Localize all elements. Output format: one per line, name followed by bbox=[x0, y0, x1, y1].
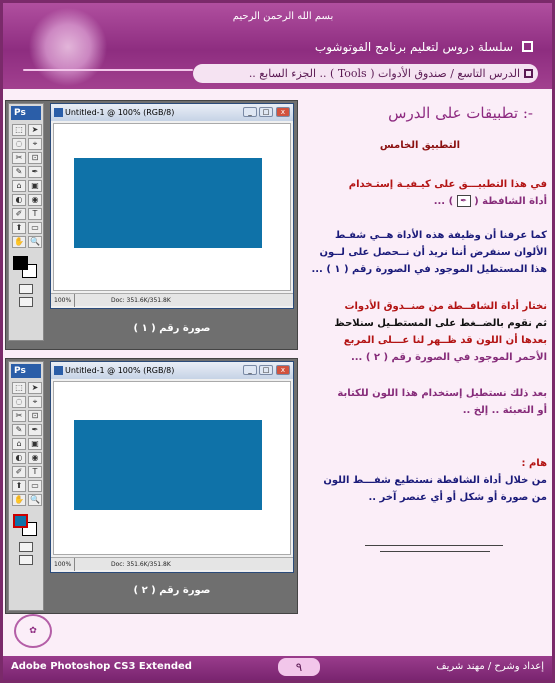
move-tool-icon[interactable]: ➤ bbox=[28, 382, 42, 394]
paragraph-steps bbox=[307, 298, 547, 366]
color-swatches[interactable] bbox=[13, 514, 39, 536]
footer-bar bbox=[3, 656, 552, 680]
type-tool-icon[interactable]: T bbox=[28, 208, 42, 220]
marquee-tool-icon[interactable]: ⬚ bbox=[12, 382, 26, 394]
caption-2: صورة رقم ( ٢ ) bbox=[133, 585, 211, 596]
hand-tool-icon[interactable]: ✋ bbox=[12, 494, 26, 506]
square-bullet-icon bbox=[524, 69, 533, 78]
brush-tool-icon[interactable]: ✎ bbox=[12, 424, 26, 436]
screen-mode-icon[interactable] bbox=[19, 297, 33, 307]
path-select-tool-icon[interactable]: ⬆ bbox=[12, 222, 26, 234]
swirl-decoration bbox=[23, 69, 193, 71]
hand-tool-icon[interactable]: ✋ bbox=[12, 236, 26, 248]
paragraph-line: الألوان سنفرض أننا نريد أن نــحصل على لــون bbox=[319, 247, 547, 258]
author-credit: إعداد وشرح / مهند شريف bbox=[436, 661, 544, 672]
paragraph-explain bbox=[307, 227, 547, 278]
zoom-level[interactable]: 100% bbox=[53, 294, 75, 307]
minimize-icon[interactable]: _ bbox=[243, 365, 257, 375]
tool-grid bbox=[9, 122, 43, 250]
photoshop-toolbox bbox=[8, 361, 44, 611]
brush-tool-icon[interactable]: ✎ bbox=[12, 166, 26, 178]
shape-tool-icon[interactable]: ▭ bbox=[28, 222, 42, 234]
ps-document-icon bbox=[54, 366, 63, 375]
quick-mask-icon[interactable] bbox=[19, 284, 33, 294]
paragraph-line: بعد ذلك نستطيل إستخدام هذا اللون للكتابة bbox=[337, 388, 547, 399]
paragraph-segment: ) ... bbox=[433, 196, 454, 207]
dodge-tool-icon[interactable]: ✐ bbox=[12, 466, 26, 478]
blur-tool-icon[interactable]: ◉ bbox=[28, 452, 42, 464]
series-title bbox=[153, 36, 533, 58]
document-title: Untitled-1 @ 100% (RGB/8) bbox=[65, 366, 175, 375]
paragraph-line: كما عرفنا أن وظيفة هذه الأداة هــي شفـط bbox=[334, 230, 547, 241]
screen-mode-icon[interactable] bbox=[19, 555, 33, 565]
close-icon[interactable]: x bbox=[276, 365, 290, 375]
paragraph-intro bbox=[307, 176, 547, 210]
gradient-tool-icon[interactable]: ◐ bbox=[12, 194, 26, 206]
maximize-icon[interactable]: □ bbox=[259, 107, 273, 117]
doc-size: Doc: 351.6K/351.8K bbox=[111, 561, 171, 568]
magic-wand-tool-icon[interactable]: ⌖ bbox=[28, 396, 42, 408]
header-banner bbox=[3, 3, 552, 89]
minimize-icon[interactable]: _ bbox=[243, 107, 257, 117]
path-select-tool-icon[interactable]: ⬆ bbox=[12, 480, 26, 492]
paragraph-line: من صورة أو شكل أو أي عنصر آخر .. bbox=[368, 492, 547, 503]
flower-decoration-icon bbox=[28, 8, 108, 86]
quick-mask-icon[interactable] bbox=[19, 542, 33, 552]
foreground-color-swatch[interactable] bbox=[13, 256, 28, 270]
slice-tool-icon[interactable]: ⊡ bbox=[28, 152, 42, 164]
color-swatches[interactable] bbox=[13, 256, 39, 278]
square-bullet-icon bbox=[522, 41, 533, 52]
paragraph-line: الأحمر الموجود في الصورة رقم ( ٢ ) ... bbox=[350, 352, 547, 363]
slice-tool-icon[interactable]: ⊡ bbox=[28, 410, 42, 422]
author-logo-icon: ✿ bbox=[14, 614, 52, 648]
separator-line bbox=[380, 551, 490, 552]
paragraph-line: أو التعبئة .. إلخ .. bbox=[462, 405, 547, 416]
stamp-tool-icon[interactable]: ⌂ bbox=[12, 438, 26, 450]
lasso-tool-icon[interactable]: ◌ bbox=[12, 396, 26, 408]
blur-tool-icon[interactable]: ◉ bbox=[28, 194, 42, 206]
paragraph-line: بعدها أن اللون قد ظــهر لنا عـــلى المربع bbox=[343, 335, 547, 346]
blue-rectangle[interactable] bbox=[74, 158, 262, 248]
paragraph-line: في هذا التطبيـــق على كيـفيـة إستـخدام bbox=[348, 179, 547, 190]
eraser-tool-icon[interactable]: ▣ bbox=[28, 438, 42, 450]
zoom-level[interactable]: 100% bbox=[53, 558, 75, 571]
paragraph-segment: أداة الشافطة ( bbox=[474, 196, 547, 207]
gradient-tool-icon[interactable]: ◐ bbox=[12, 452, 26, 464]
crop-tool-icon[interactable]: ✂ bbox=[12, 410, 26, 422]
screenshot-panel-2 bbox=[5, 358, 298, 614]
page-number: ٩ bbox=[278, 658, 320, 676]
ps-logo-icon[interactable]: Ps bbox=[11, 364, 41, 378]
pen-tool-icon[interactable]: ✒ bbox=[28, 424, 42, 436]
eyedropper-icon: ✒ bbox=[457, 195, 471, 207]
move-tool-icon[interactable]: ➤ bbox=[28, 124, 42, 136]
document-canvas[interactable] bbox=[53, 381, 291, 555]
page-heading: تطبيقات على الدرس :- bbox=[388, 104, 533, 122]
document-window bbox=[50, 361, 294, 573]
doc-size: Doc: 351.6K/351.8K bbox=[111, 297, 171, 304]
screenshot-panel-1 bbox=[5, 100, 298, 350]
separator-line bbox=[365, 545, 503, 546]
foreground-color-swatch[interactable] bbox=[13, 514, 28, 528]
app-name: Adobe Photoshop CS3 Extended bbox=[11, 661, 192, 672]
paragraph-line: ثم نقوم بالضــغط على المستطـيل سنلاحظ bbox=[334, 318, 547, 329]
paragraph-line bbox=[307, 193, 547, 210]
paragraph-important bbox=[307, 455, 547, 506]
tool-grid bbox=[9, 380, 43, 508]
document-title: Untitled-1 @ 100% (RGB/8) bbox=[65, 108, 175, 117]
type-tool-icon[interactable]: T bbox=[28, 466, 42, 478]
marquee-tool-icon[interactable]: ⬚ bbox=[12, 124, 26, 136]
status-bar bbox=[51, 557, 293, 570]
caption-1: صورة رقم ( ١ ) bbox=[133, 323, 211, 334]
stamp-tool-icon[interactable]: ⌂ bbox=[12, 180, 26, 192]
series-title-text: سلسلة دروس لتعليم برنامج الفوتوشوب bbox=[314, 40, 513, 54]
document-titlebar[interactable] bbox=[51, 362, 293, 379]
paragraph-line: هذا المستطيل الموجود في الصورة رقم ( ١ ) ... bbox=[311, 264, 547, 275]
status-bar bbox=[51, 293, 293, 306]
lasso-tool-icon[interactable]: ◌ bbox=[12, 138, 26, 150]
document-titlebar[interactable] bbox=[51, 104, 293, 121]
ps-logo-icon[interactable]: Ps bbox=[11, 106, 41, 120]
close-icon[interactable]: x bbox=[276, 107, 290, 117]
important-label: هام : bbox=[521, 458, 547, 469]
zoom-tool-icon[interactable]: 🔍 bbox=[28, 494, 42, 506]
magic-wand-tool-icon[interactable]: ⌖ bbox=[28, 138, 42, 150]
blue-rectangle[interactable] bbox=[74, 420, 262, 510]
lesson-title-bar bbox=[193, 64, 538, 83]
ps-document-icon bbox=[54, 108, 63, 117]
paragraph-usage bbox=[307, 385, 547, 419]
document-canvas[interactable] bbox=[53, 123, 291, 291]
zoom-tool-icon[interactable]: 🔍 bbox=[28, 236, 42, 248]
paragraph-line: نختار أداة الشافــطة من صنــدوق الأدوات bbox=[344, 301, 547, 312]
dodge-tool-icon[interactable]: ✐ bbox=[12, 208, 26, 220]
crop-tool-icon[interactable]: ✂ bbox=[12, 152, 26, 164]
shape-tool-icon[interactable]: ▭ bbox=[28, 480, 42, 492]
photoshop-toolbox bbox=[8, 103, 44, 341]
pen-tool-icon[interactable]: ✒ bbox=[28, 166, 42, 178]
paragraph-line: من خلال أداة الشافطة نستطيع شفـــط اللون bbox=[323, 475, 547, 486]
eraser-tool-icon[interactable]: ▣ bbox=[28, 180, 42, 192]
maximize-icon[interactable]: □ bbox=[259, 365, 273, 375]
basmala-text: بسم الله الرحمن الرحيم bbox=[232, 11, 334, 22]
application-title: التطبيق الخامس bbox=[379, 140, 461, 151]
document-window bbox=[50, 103, 294, 309]
lesson-title-text: الدرس التاسع / صندوق الأدوات ( Tools ) .. الجزء السابع .. bbox=[248, 67, 520, 80]
